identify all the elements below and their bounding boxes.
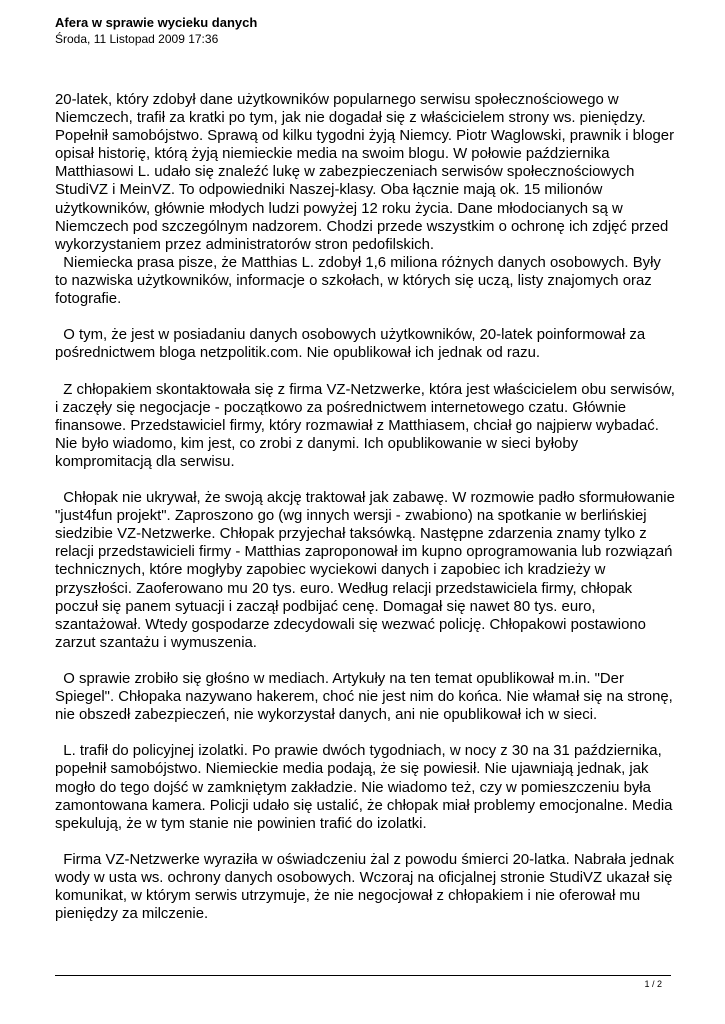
document-date: Środa, 11 Listopad 2009 17:36 (55, 32, 219, 46)
paragraph-7: L. trafił do policyjnej izolatki. Po prawie dwóch tygodniach, w nocy z 30 na 31 października, popełnił samobójstwo. Niemieckie media podają, że się powiesił. Nie ujawniają jednak, jak mogło do tego dojść w zamkniętym zakładzie. Nie wiadomo też, czy w pomieszczeniu była zamontowana kamera. Policji udało się ustalić, że chłopak miał problemy emocjonalne. Media spekulują, że w tym stanie nie powinien trafić do izolatki. (55, 743, 677, 832)
paragraph-2: Niemiecka prasa pisze, że Matthias L. zdobył 1,6 miliona różnych danych osobowych. Były to nazwiska użytkowników, informacje o szkołach, w których się uczą, listy znajomych oraz fotografie. (55, 254, 665, 308)
page-number: 1 / 2 (644, 979, 662, 989)
paragraph-3: O tym, że jest w posiadaniu danych osobowych użytkowników, 20-latek poinformował za pośrednictwem bloga netzpolitik.com. Nie opublikował ich jednak od razu. (55, 327, 650, 362)
paragraph-5: Chłopak nie ukrywał, że swoją akcję traktował jak zabawę. W rozmowie padło sformułowanie "just4fun projekt". Zaproszono go (wg innych wersji - zwabiono) na spotkanie w berlińskiej siedzibie VZ-Netzwerke. Chłopak przyjechał taksówką. Następne zdarzenia znamy tylko z relacji przedstawicieli firmy - Matthias zaproponował im kupno oprogramowania lub rozwiązań technicznych, które mogłyby zapobiec wyciekowi danych i zapobiec ich kradzieży w przyszłości. Zaoferowano mu 20 tys. euro. Według relacji przedstawiciela firmy, chłopak poczuł się panem sytuacji i zaczął podbijać cenę. Domagał się nawet 80 tys. euro, szantażował. Wtedy gospodarze zdecydowali się wezwać policję. Chłopakowi postawiono zarzut szantażu i wymuszenia. (55, 490, 680, 651)
document-title: Afera w sprawie wycieku danych (55, 15, 258, 30)
paragraph-gap (55, 362, 677, 380)
paragraph-gap (55, 308, 677, 326)
paragraph-6: O sprawie zrobiło się głośno w mediach. Artykuły na ten temat opublikował m.in. "Der Spiegel". Chłopaka nazywano hakerem, choć nie jest nim do końca. Nie włamał się na stronę, nie obszedł zabezpieczeń, nie wykorzystał danych, ani nie opublikował ich w sieci. (55, 671, 677, 724)
paragraph-8: Firma VZ-Netzwerke wyraziła w oświadczeniu żal z powodu śmierci 20-latka. Nabrała jednak wody w usta ws. ochrony danych osobowych. Wczoraj na oficjalnej stronie StudiVZ ukazał się komunikat, w którym serwis utrzymuje, że nie negocjował z chłopakiem i nie oferował mu pieniędzy za milczenie. (55, 851, 679, 923)
paragraph-1: 20-latek, który zdobył dane użytkowników popularnego serwisu społecznościowego w Niemczech, trafił za kratki po tym, jak nie dogadał się z właścicielem strony ws. pieniędzy. Popełnił samobójstwo. Sprawą od kilku tygodni żyją Niemcy. Piotr Waglowski, prawnik i bloger opisał historię, którą żyją niemieckie media na swoim blogu. W połowie października Matthiasowi L. udało się znaleźć lukę w zabezpieczeniach serwisów społecznościowych StudiVZ i MeinVZ. To odpowiedniki Naszej-klasy. Oba łącznie mają ok. 15 milionów użytkowników, głównie młodych ludzi powyżej 12 roku życia. Dane młodocianych są w Niemczech pod szczególnym nadzorem. Chodzi przede wszystkim o ochronę ich zdjęć przed wykorzystaniem przez administratorów stron pedofilskich. (55, 92, 679, 253)
paragraph-gap (55, 833, 677, 851)
paragraph-gap (55, 652, 677, 670)
paragraph-4: Z chłopakiem skontaktowała się z firma VZ-Netzwerke, która jest właścicielem obu serwisów, i zaczęły się negocjacje - początkowo za pośrednictwem internetowego czatu. Głównie finansowe. Przedstawiciel firmy, który rozmawiał z Matthiasem, chciał go najpierw wybadać. Nie było wiadomo, kim jest, co zrobi z danymi. Ich opublikowanie w sieci byłoby kompromitacją dla serwisu. (55, 381, 679, 470)
paragraph-gap (55, 724, 677, 742)
article-body (55, 91, 680, 923)
paragraph-gap (55, 471, 677, 489)
footer-divider (55, 975, 671, 976)
